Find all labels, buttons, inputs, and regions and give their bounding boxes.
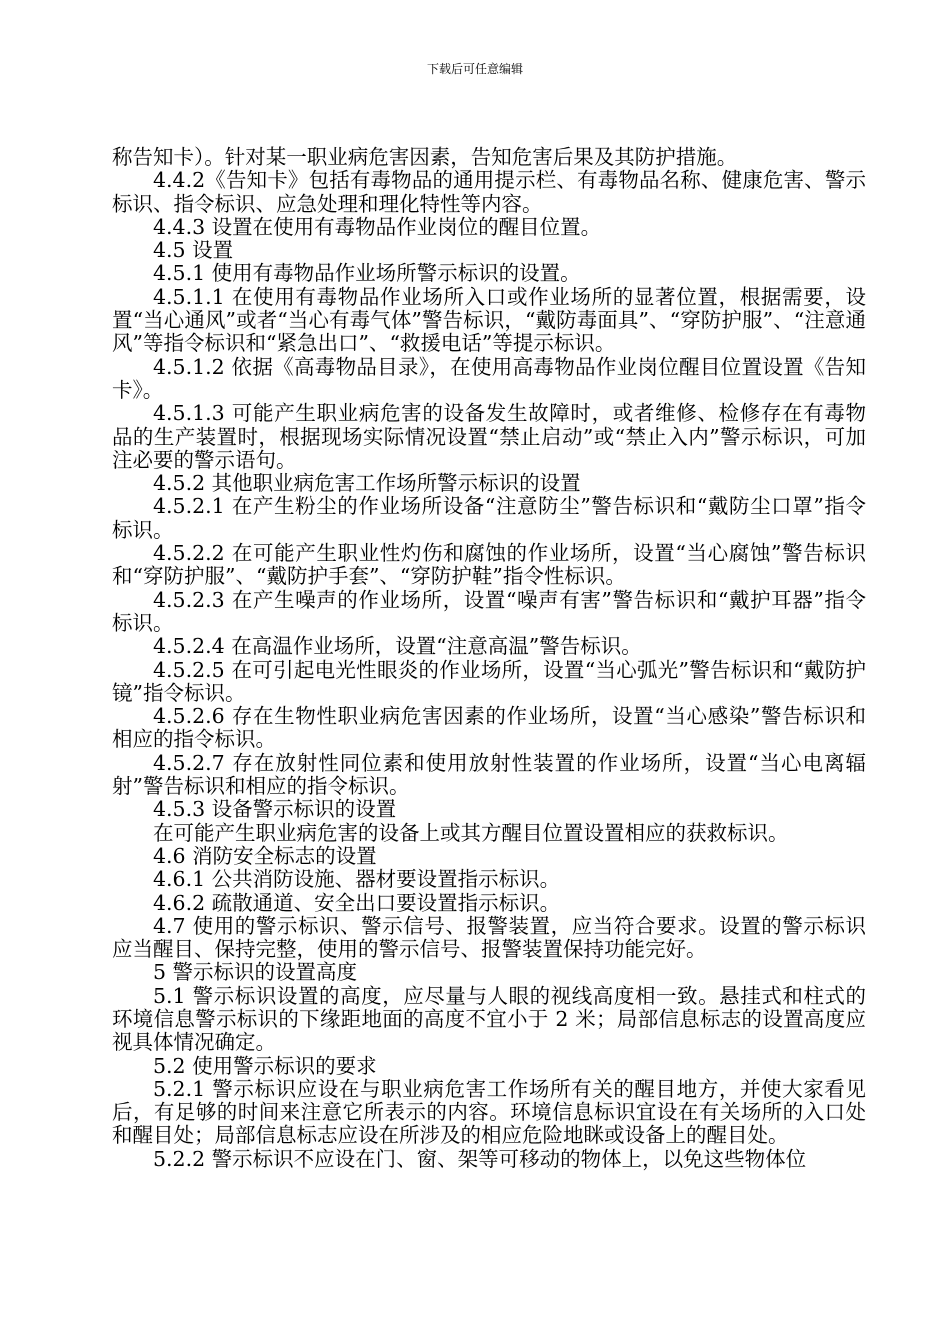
paragraph: 4.5.2.6 存在生物性职业病危害因素的作业场所，设置“当心感染”警告标识和相应的指令标识。 [112,704,866,752]
paragraph: 4.4.3 设置在使用有毒物品作业岗位的醒目位置。 [153,214,602,239]
paragraph: 称告知卡）。针对某一职业病危害因素，告知危害后果及其防护措施。 [112,145,738,169]
paragraph: 5.1 警示标识设置的高度，应尽量与人眼的视线高度相一致。悬挂式和柱式的环境信息警示标识的下缘距地面的高度不宜小于 2 米；局部信息标志的设置高度应视具体情况确定。 [112,983,866,1055]
paragraph: 4.5.2.2 在可能产生职业性灼伤和腐蚀的作业场所，设置“当心腐蚀”警告标识和“穿防护服”、“戴防护手套”、“穿防护鞋”指令性标识。 [112,541,866,589]
paragraph: 5.2.1 警示标识应设在与职业病危害工作场所有关的醒目地方，并使大家看见后，有足够的时间来注意它所表示的内容。环境信息标识宜设在有关场所的入口处和醒目处；局部信息标志应设在所涉及的相应危险地眯或设备上的醒目处。 [112,1076,866,1148]
paragraph: 4.7 使用的警示标识、警示信号、报警装置，应当符合要求。设置的警示标识应当醒目、保持完整，使用的警示信号、报警装置保持功能完好。 [112,913,866,962]
paragraph: 5.2.2 警示标识不应设在门、窗、架等可移动的物体上，以免这些物体位 [153,1146,807,1171]
page-header: 下载后可任意编辑 [426,62,523,76]
paragraph: 4.5.3 设备警示标识的设置 [153,797,397,822]
paragraph: 4.6.2 疏散通道、安全出口要设置指示标识。 [153,890,561,915]
paragraph: 4.5 设置 [153,238,234,263]
paragraph: 5.2 使用警示标识的要求 [153,1053,377,1078]
paragraph: 在可能产生职业病危害的设备上或其方醒目位置设置相应的获救标识。 [153,820,789,845]
paragraph: 4.5.2.5 在可引起电光性眼炎的作业场所，设置“当心弧光”警告标识和“戴防护镜”指令标识。 [112,657,866,705]
paragraph: 5 警示标识的设置高度 [153,960,358,985]
paragraph: 4.5.1.2 依据《高毒物品目录》，在使用高毒物品作业岗位醒目位置设置《告知卡》。 [112,354,866,402]
paragraph: 4.5.2.7 存在放射性同位素和使用放射性装置的作业场所，设置“当心电离辐射”警告标识和相应的指令标识。 [112,750,866,799]
paragraph: 4.5.2.4 在高温作业场所，设置“注意高温”警告标识。 [153,634,642,659]
paragraph: 4.5.2.1 在产生粉尘的作业场所设备“注意防尘”警告标识和“戴防尘口罩”指令标识。 [112,494,866,542]
paragraph: 4.5.2 其他职业病危害工作场所警示标识的设置 [153,471,581,496]
paragraph: 4.6 消防安全标志的设置 [153,843,377,868]
paragraph: 4.6.1 公共消防设施、器材要设置指示标识。 [153,867,561,892]
paragraph: 4.5.1.1 在使用有毒物品作业场所入口或作业场所的显著位置，根据需要，设置“当心通风”或者“当心有毒气体”警告标识，“戴防毒面具”、“穿防护服”、“注意通风”等指令标识和“紧急出口”、“救援电话”等提示标识。 [112,284,866,356]
paragraph: 4.5.1 使用有毒物品作业场所警示标识的设置。 [153,261,581,286]
paragraph: 4.5.2.3 在产生噪声的作业场所，设置“噪声有害”警告标识和“戴护耳器”指令标识。 [112,587,866,635]
document-body [112,146,866,1171]
paragraph: 4.4.2《告知卡》包括有毒物品的通用提示栏、有毒物品名称、健康危害、警示标识、指令标识、应急处理和理化特性等内容。 [112,168,866,216]
paragraph: 4.5.1.3 可能产生职业病危害的设备发生故障时，或者维修、检修存在有毒物品的生产装置时，根据现场实际情况设置“禁止启动”或“禁止入内”警示标识，可加注必要的警示语句。 [112,401,866,472]
